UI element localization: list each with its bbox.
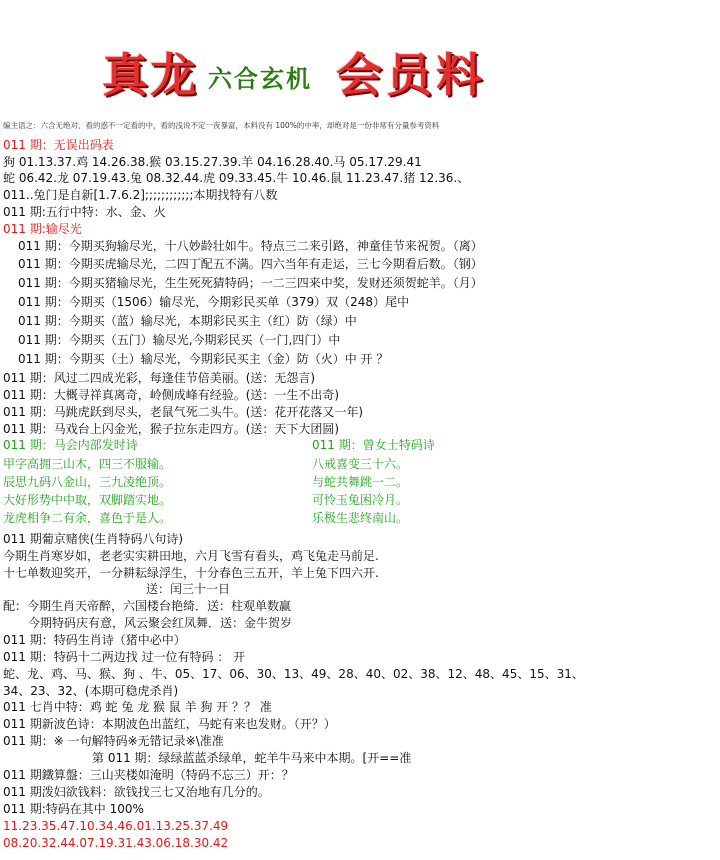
text-line: 011 期：特码十二两边找 过一位有特码 ： 开 — [3, 650, 246, 664]
text-line: 011 期葡京赌侠(生肖特码八句诗) — [3, 532, 184, 546]
text-line: 十七单数迎奖开，一分耕耘绿浮生，十分春色三五开，羊上兔下四六开. — [3, 566, 379, 580]
poem-line: 乐极生悲终南山。 — [312, 511, 409, 525]
banner-char: 龙 — [150, 48, 196, 102]
text-line: 011 七肖中特：鸡 蛇 兔 龙 猴 鼠 羊 狗 开 ？？ 准 — [3, 700, 272, 714]
banner-char: 料 — [436, 48, 482, 102]
text-line: 配：今期生肖天帝醉，六国楼台艳绮．送：柱观单数赢 — [3, 599, 292, 613]
poem-line: 与蛇共舞跳一二。 — [312, 475, 409, 489]
text-line: 011 期:特码在其中 100% — [3, 802, 144, 816]
disclaimer-note: 编主语之：六合无绝对，看的惑不一定看的中，看的浅说不定一夜暴富，本料没有 100%的中率，却绝对是一份非常有分量参考资料 — [3, 121, 440, 130]
poem-line: 龙虎相争二有余，喜色于是人。 — [3, 511, 172, 525]
number-line: 08.20.32.44.07.19.31.43.06.18.30.42 — [3, 836, 229, 850]
banner-char: 员 — [386, 48, 432, 102]
text-line: 011 期：大概寻祥真离奇，岭侧成峰有经验。(送：一生不出奇) — [3, 388, 340, 402]
text-line: 011 期：风过二四成光彩，每逢佳节倍美丽。(送：无怨言) — [3, 371, 316, 385]
text-line: 34、23、32、(本期可稳虎杀肖) — [3, 684, 179, 698]
section-heading: 011 期:输尽光 — [3, 222, 82, 236]
text-line: 011 期：今期买（1506）输尽光，今期彩民买单（379）双（248）尾中 — [18, 295, 410, 309]
text-line: 011 期：马戏台上闪金光，猴子拉东走四方。(送：天下大团圆) — [3, 422, 340, 436]
banner-char: 真 — [102, 48, 148, 102]
text-line: 011 期：今期买（蓝）输尽光，本期彩民买主（红）防（绿）中 — [18, 314, 357, 328]
poem-heading: 011 期：马会内部发时诗 — [3, 438, 138, 452]
text-line: 011 期：特码生肖诗（猪中必中） — [3, 633, 186, 647]
poem-line: 甲字高拥三山木，四三不服输。 — [3, 457, 172, 471]
section-heading: 011 期：无误出码表 — [3, 138, 114, 152]
poem-line: 可怜玉兔困冷月。 — [312, 493, 409, 507]
text-line: 011 期：今期买（土）输尽光，今期彩民买主（金）防（火）中 开 ？ — [18, 352, 389, 366]
text-line: 011 期：今期买猪输尽光，生生死死猜特码；一二三四来中奖，发财还须贺蛇羊。（月） — [18, 276, 483, 290]
text-line: 011 期新波色诗：本期波色出蓝红，马蛇有来也发财。（开？） — [3, 717, 336, 731]
text-line: 送：闰三十一日 — [146, 582, 231, 596]
text-line: 今期特码庆有意，风云聚会红凤舞．送：金牛贺岁 — [28, 616, 293, 630]
poem-line: 八戒喜变三十六。 — [312, 457, 409, 471]
banner-subtitle: 六合玄机 — [208, 65, 312, 93]
poem-line: 大好形势中中取，双脚踏实地。 — [3, 493, 172, 507]
text-line: 011 期泼妇欲钱料：欲钱找三七又治地有几分的。 — [3, 785, 270, 799]
text-line: 今期生肖寒岁如，老老实实耕田地，六月飞雪有看头，鸡飞兔走马前足. — [3, 549, 379, 563]
text-line: 011 期鐵算盤：三山夹楼如淹明（特码不忘三）开：？ — [3, 768, 294, 782]
text-line: 蛇 06.42.龙 07.19.43.兔 08.32.44.虎 09.33.45.牛 10.46.鼠 11.23.47.猪 12.36.、 — [3, 171, 470, 185]
text-line: 狗 01.13.37.鸡 14.26.38.猴 03.15.27.39.羊 04.16.28.40.马 05.17.29.41 — [3, 155, 422, 169]
text-line: 第 011 期：绿绿蓝蓝杀绿单，蛇羊牛马来中本期。[开==准 — [92, 751, 412, 765]
text-line: 蛇、龙、鸡、马、猴、狗 、牛、05、17、06、30、13、49、28、40、02、38、12、48、45、15、31、 — [3, 667, 584, 681]
text-line: 011..兔门是自新[1.7.6.2];;;;;;;;;;;;本期找特有八数 — [3, 188, 278, 202]
text-line: 011 期：今期买（五门）输尽光,今期彩民买（一门,四门）中 — [18, 333, 341, 347]
banner-char: 会 — [336, 48, 382, 102]
text-line: 011 期：※ 一句解特码※无错记录※\准准 — [3, 734, 224, 748]
text-line: 011 期:五行中特：水、金、火 — [3, 205, 166, 219]
text-line: 011 期：今期买虎输尽光，二四丁配五不满。四六当年有走运，三七今期看后数。（钢） — [18, 257, 483, 271]
text-line: 011 期：马跳虎跃到尽头，老鼠气死二头牛。(送：花开花落又一年) — [3, 405, 364, 419]
poem-heading: 011 期：曾女士特码诗 — [312, 438, 435, 452]
number-line: 11.23.35.47.10.34.46.01.13.25.37.49 — [3, 819, 229, 833]
poem-line: 辰思九码八金山，三九凌绝顶。 — [3, 475, 172, 489]
title-banner — [96, 44, 516, 110]
text-line: 011 期：今期买狗输尽光，十八妙龄壮如牛。特点三二来引路，神童佳节来祝贺。（离） — [18, 239, 483, 253]
